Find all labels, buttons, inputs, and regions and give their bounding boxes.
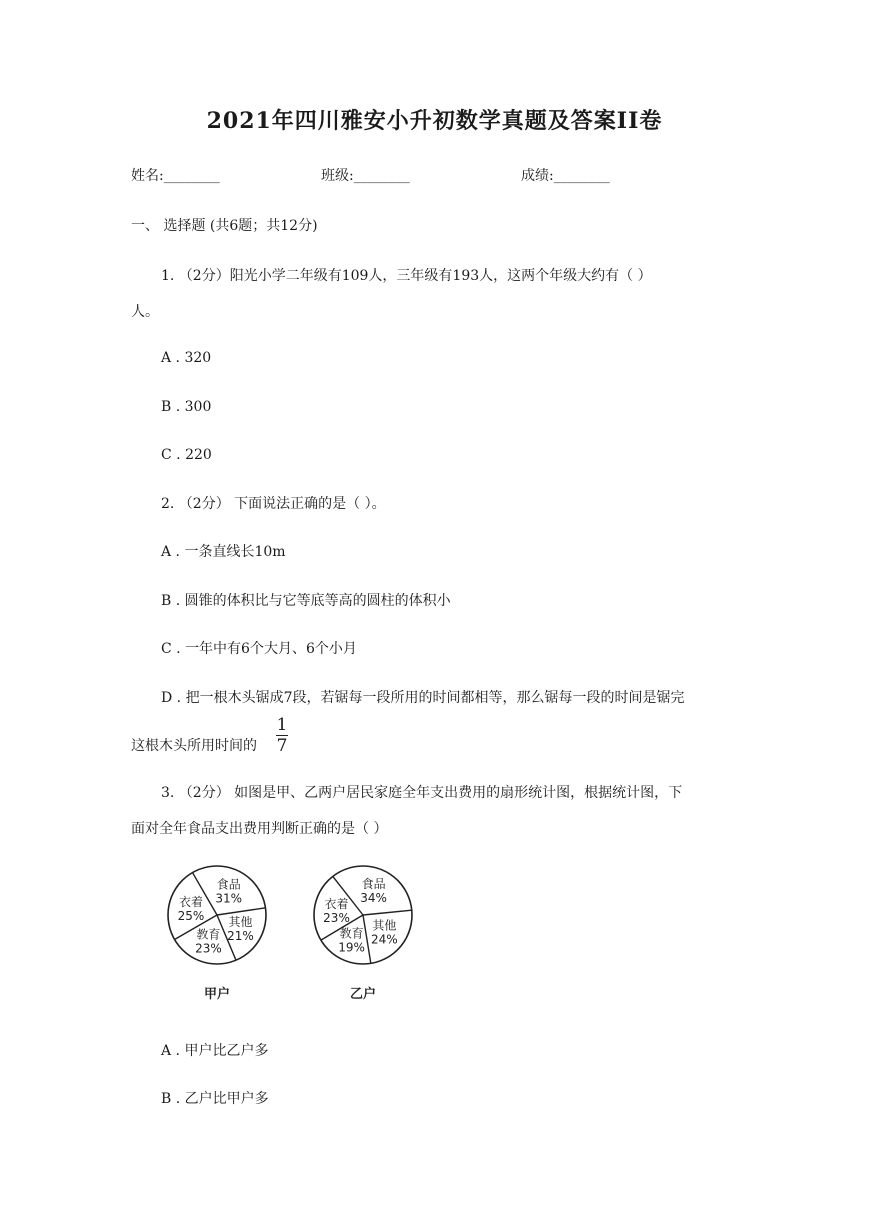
pie-slice-category-label: 食品 xyxy=(216,877,241,892)
q1-stem-line2: 人。 xyxy=(131,304,159,320)
pie-slice-percent-label: 23% xyxy=(195,941,222,956)
pie-slice-category-label: 其他 xyxy=(228,915,253,930)
q3-stem-line2: 面对全年食品支出费用判断正确的是（ ） xyxy=(131,821,388,837)
fraction-numerator: 1 xyxy=(276,715,288,735)
name-field: 姓名:________ xyxy=(131,168,220,184)
class-field: 班级:________ xyxy=(321,168,410,184)
pie-chart-title: 甲户 xyxy=(203,987,231,1002)
q1-option-a: A . 320 xyxy=(161,350,212,366)
q3-stem-line1: 3. （2分） 如图是甲、乙两户居民家庭全年支出费用的扇形统计图，根据统计图，下 xyxy=(161,785,683,801)
pie-slice-percent-label: 23% xyxy=(323,911,350,926)
q1-option-c: C . 220 xyxy=(161,447,212,463)
pie-slice-percent-label: 25% xyxy=(177,909,205,924)
q2-option-c: C . 一年中有6个大月、6个小月 xyxy=(161,641,357,657)
pie-slice-category-label: 食品 xyxy=(361,877,386,892)
q2-option-a: A . 一条直线长10m xyxy=(161,544,286,560)
fraction-one-seventh xyxy=(276,716,288,755)
page-title: 2021年四川雅安小升初数学真题及答案II卷 xyxy=(206,108,663,134)
section-heading: 一、 选择题 (共6题；共12分) xyxy=(131,218,318,234)
pie-chart-yi xyxy=(314,866,412,1002)
q1-option-b: B . 300 xyxy=(161,399,212,415)
q2-option-b: B . 圆锥的体积比与它等底等高的圆柱的体积小 xyxy=(161,593,451,609)
q2-option-d-line1: D . 把一根木头锯成7段，若锯每一段所用的时间都相等，那么锯每一段的时间是锯完 xyxy=(161,690,685,706)
pie-charts-figure xyxy=(150,860,460,1010)
q2-stem: 2. （2分） 下面说法正确的是（ ）。 xyxy=(161,496,386,512)
pie-slice-divider xyxy=(217,908,265,915)
pie-slice-divider xyxy=(363,910,412,915)
pie-slice-percent-label: 34% xyxy=(360,891,387,906)
pie-slice-divider xyxy=(363,915,371,963)
q3-option-b: B . 乙户比甲户多 xyxy=(161,1091,269,1107)
q1-stem-line1: 1. （2分）阳光小学二年级有109人，三年级有193人，这两个年级大约有（ ） xyxy=(161,268,652,284)
q2-option-d-line2: 这根木头所用时间的 xyxy=(131,738,257,754)
q3-option-a: A . 甲户比乙户多 xyxy=(161,1043,269,1059)
pie-slice-percent-label: 31% xyxy=(215,891,243,906)
fraction-denominator: 7 xyxy=(276,736,288,756)
pie-slice-percent-label: 19% xyxy=(338,940,365,955)
score-field: 成绩:________ xyxy=(521,168,610,184)
pie-slice-percent-label: 24% xyxy=(371,932,398,947)
pie-chart-title: 乙户 xyxy=(349,987,377,1002)
pie-slice-percent-label: 21% xyxy=(227,929,254,944)
pie-slice-category-label: 其他 xyxy=(372,918,397,933)
pie-slice-category-label: 教育 xyxy=(339,926,364,941)
pie-chart-jia xyxy=(168,866,266,1002)
pie-slice-category-label: 衣着 xyxy=(178,895,203,910)
pie-slice-category-label: 教育 xyxy=(196,927,221,942)
pie-slice-category-label: 衣着 xyxy=(324,897,349,912)
